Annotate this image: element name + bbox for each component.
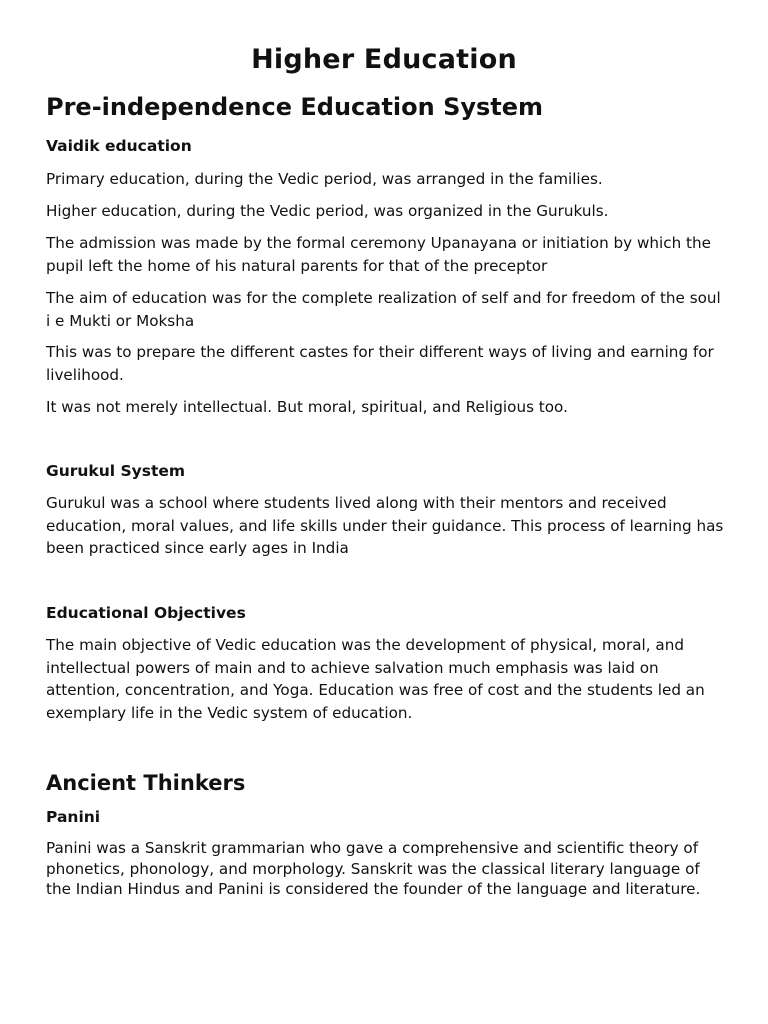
- section-heading-ancient-thinkers: Ancient Thinkers: [46, 771, 246, 795]
- subheading-educational-objectives: Educational Objectives: [46, 604, 246, 622]
- paragraph-gurukul: Gurukul was a school where students lived along with their mentors and received education, moral values, and life skills under their guidance. This process of learning has been practiced since early ages in India: [46, 494, 724, 557]
- paragraph-vaidik-2: Higher education, during the Vedic period, was organized in the Gurukuls.: [46, 202, 609, 220]
- paragraph-vaidik-4: The aim of education was for the complete realization of self and for freedom of the soul i e Mukti or Moksha: [46, 289, 721, 330]
- paragraph-panini: Panini was a Sanskrit grammarian who gave a comprehensive and scientific theory of phonetics, phonology, and morphology. Sanskrit was the classical literary language of the Indian Hindus and Panini is considered the founder of the language and literature.: [46, 839, 701, 898]
- paragraph-vaidik-6: It was not merely intellectual. But moral, spiritual, and Religious too.: [46, 398, 568, 416]
- section-heading-pre-independence: Pre-independence Education System: [46, 93, 544, 121]
- paragraph-vaidik-5: This was to prepare the different castes for their different ways of living and earning for livelihood.: [46, 343, 714, 384]
- subheading-panini: Panini: [46, 808, 101, 826]
- subheading-gurukul-system: Gurukul System: [46, 462, 186, 480]
- subheading-vaidik-education: Vaidik education: [46, 137, 192, 155]
- paragraph-vaidik-1: Primary education, during the Vedic period, was arranged in the families.: [46, 170, 603, 188]
- paragraph-objectives: The main objective of Vedic education was the development of physical, moral, and intellectual powers of main and to achieve salvation much emphasis was laid on attention, concentration, and Yoga. Education was free of cost and the students led an exemplary life in the Vedic system of education.: [46, 636, 705, 722]
- paragraph-vaidik-3: The admission was made by the formal ceremony Upanayana or initiation by which the pupil left the home of his natural parents for that of the preceptor: [46, 234, 711, 275]
- page-title: Higher Education: [251, 44, 517, 75]
